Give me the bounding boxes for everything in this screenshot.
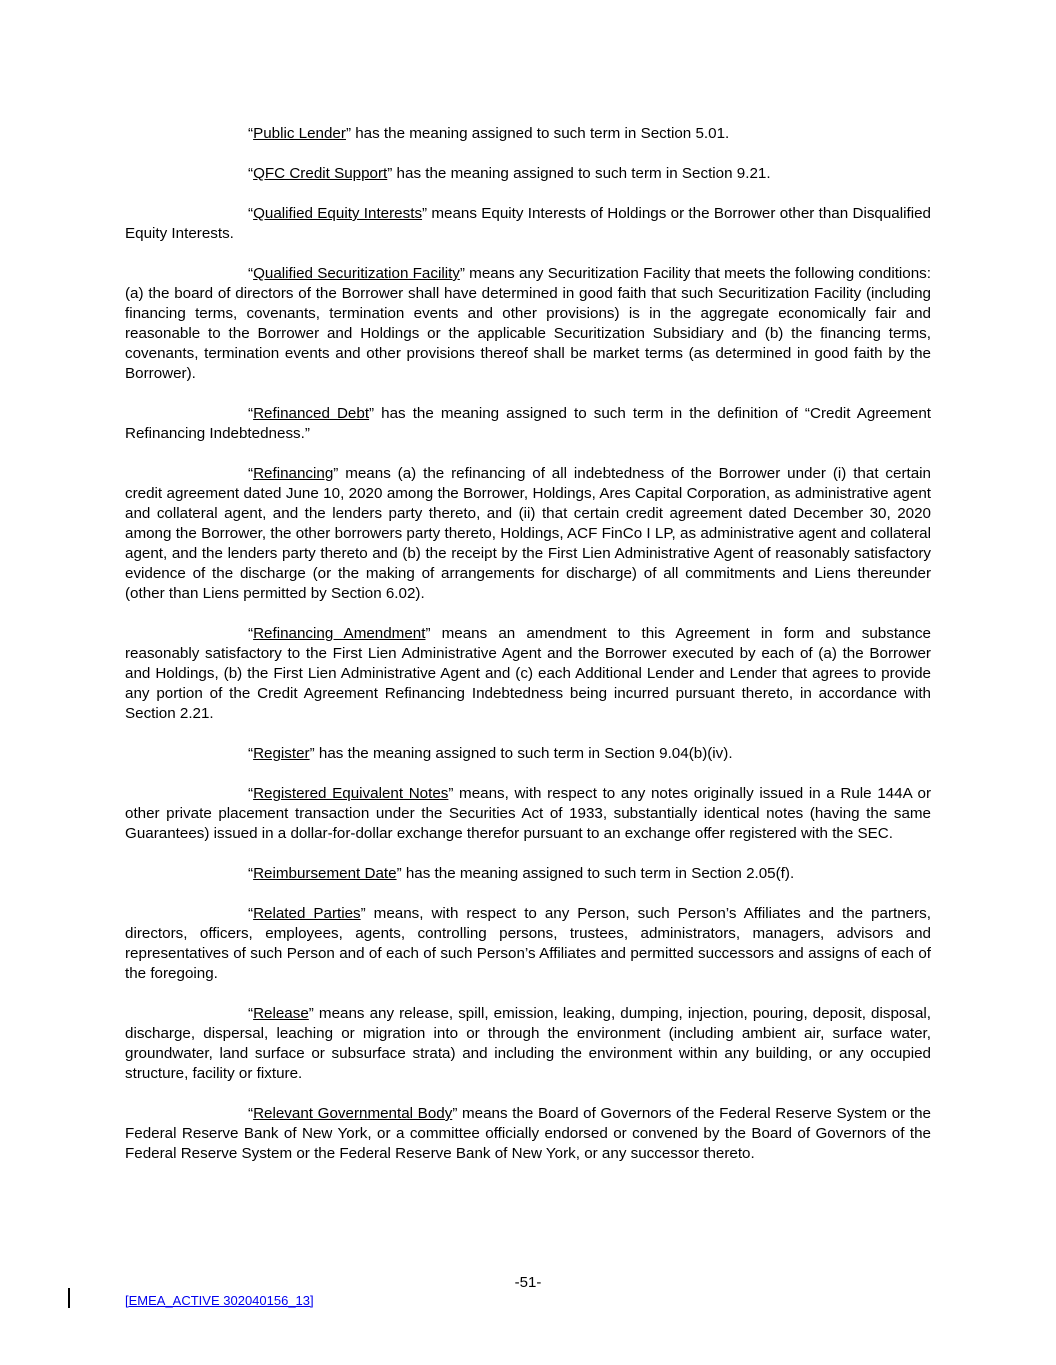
definition-paragraph [125, 124, 931, 144]
definition-text: ” means (a) the refinancing of all indebtedness of the Borrower under (i) that certain credit agreement dated June 10, 2020 among the Borrower, Holdings, Ares Capital Corporation, as administrative agent and collateral agent, and the lenders party thereto, and (ii) that certain credit agreement dated December 30, 2020 among the Borrower, the other borrowers party thereto, Holdings, ACF FinCo I LP, as administrative agent and collateral agent, and the lenders party thereto and (b) the receipt by the First Lien Administrative Agent of reasonably satisfactory evidence of the discharge (or the making of arrangements for discharge) of all commitments and Liens thereunder (other than Liens permitted by Section 6.02). [125, 465, 931, 602]
definition-text: ” has the meaning assigned to such term in Section 9.21. [387, 165, 771, 182]
definition-paragraph [125, 1104, 931, 1164]
defined-term: Refinancing Amendment [253, 625, 426, 642]
definition-paragraph [125, 1004, 931, 1084]
open-quote: “ [248, 125, 254, 142]
defined-term: Registered Equivalent Notes [253, 785, 449, 802]
definition-text: ” has the meaning assigned to such term in Section 9.04(b)(iv). [309, 745, 733, 762]
definition-paragraph [125, 404, 931, 444]
open-quote: “ [248, 465, 254, 482]
definition-text: ” means, with respect to any notes originally issued in a Rule 144A or other private placement transaction under the Securities Act of 1933, substantially identical notes (having the same Guarantees) issued in a dollar-for-dollar exchange therefor pursuant to an exchange offer registered with the SEC. [125, 785, 932, 842]
definition-text: ” means an amendment to this Agreement in form and substance reasonably satisfactory to the First Lien Administrative Agent and the Borrower executed by each of (a) the Borrower and Holdings, (b) the First Lien Administrative Agent and (c) each Additional Lender and Lender that agrees to provide any portion of the Credit Agreement Refinancing Indebtedness being incurred pursuant thereto, in accordance with Section 2.21. [125, 625, 931, 722]
definition-paragraph [125, 164, 931, 184]
margin-change-bar [68, 1288, 70, 1308]
defined-term: Qualified Securitization Facility [253, 265, 460, 282]
defined-term: Release [253, 1005, 309, 1022]
open-quote: “ [248, 165, 254, 182]
definition-text: ” means any release, spill, emission, leaking, dumping, injection, pouring, deposit, disposal, discharge, dispersal, leaching or migration into or through the environment (including ambient air, surface water, groundwater, land surface or subsurface strata) and including the environment within any building, or any occupied structure, facility or fixture. [125, 1005, 931, 1082]
open-quote: “ [248, 405, 254, 422]
defined-term: Related Parties [253, 905, 361, 922]
definitions-list [125, 124, 931, 1184]
defined-term: Reimbursement Date [253, 865, 397, 882]
open-quote: “ [248, 205, 254, 222]
definition-text: ” means the Board of Governors of the Federal Reserve System or the Federal Reserve Bank of New York, or a committee officially endorsed or convened by the Board of Governors of the Federal Reserve System or the Federal Reserve Bank of New York, or any successor thereto. [125, 1105, 931, 1162]
definition-text: ” has the meaning assigned to such term in Section 2.05(f). [396, 865, 795, 882]
definition-text: ” means Equity Interests of Holdings or the Borrower other than Disqualified Equity Interests. [125, 205, 931, 242]
definition-text: ” means any Securitization Facility that meets the following conditions: (a) the board of directors of the Borrower shall have determined in good faith that such Securitization Facility (including financing terms, covenants, termination events and other provisions) is in the aggregate economically fair and reasonable to the Borrower and Holdings or the applicable Securitization Subsidiary and (b) the financing terms, covenants, termination events and other provisions thereof shall be market terms (as determined in good faith by the Borrower). [125, 265, 931, 382]
defined-term: Register [253, 745, 310, 762]
defined-term: Public Lender [253, 125, 346, 142]
definition-paragraph [125, 784, 931, 844]
defined-term: Refinanced Debt [253, 405, 370, 422]
defined-term: Refinancing [253, 465, 334, 482]
open-quote: “ [248, 1105, 254, 1122]
defined-term: QFC Credit Support [253, 165, 388, 182]
open-quote: “ [248, 745, 254, 762]
defined-term: Relevant Governmental Body [253, 1105, 453, 1122]
definition-paragraph [125, 464, 931, 604]
defined-term: Qualified Equity Interests [253, 205, 423, 222]
open-quote: “ [248, 905, 254, 922]
open-quote: “ [248, 625, 254, 642]
definition-paragraph [125, 744, 931, 764]
definition-paragraph [125, 624, 931, 724]
definition-paragraph [125, 864, 931, 884]
definition-text: ” has the meaning assigned to such term in the definition of “Credit Agreement Refinancing Indebtedness.” [125, 405, 932, 442]
page-number: -51- [514, 1274, 542, 1291]
definition-paragraph [125, 264, 931, 384]
definition-paragraph [125, 904, 931, 984]
open-quote: “ [248, 865, 254, 882]
open-quote: “ [248, 785, 254, 802]
definition-text: ” has the meaning assigned to such term in Section 5.01. [345, 125, 730, 142]
definition-paragraph [125, 204, 931, 244]
definition-text: ” means, with respect to any Person, such Person’s Affiliates and the partners, directors, officers, employees, agents, controlling persons, trustees, administrators, managers, advisors and representatives of such Person and of each of such Person’s Affiliates and permitted successors and assigns of each of the foregoing. [125, 905, 931, 982]
document-reference-link[interactable]: [EMEA_ACTIVE 302040156_13] [125, 1293, 314, 1308]
open-quote: “ [248, 1005, 254, 1022]
open-quote: “ [248, 265, 254, 282]
